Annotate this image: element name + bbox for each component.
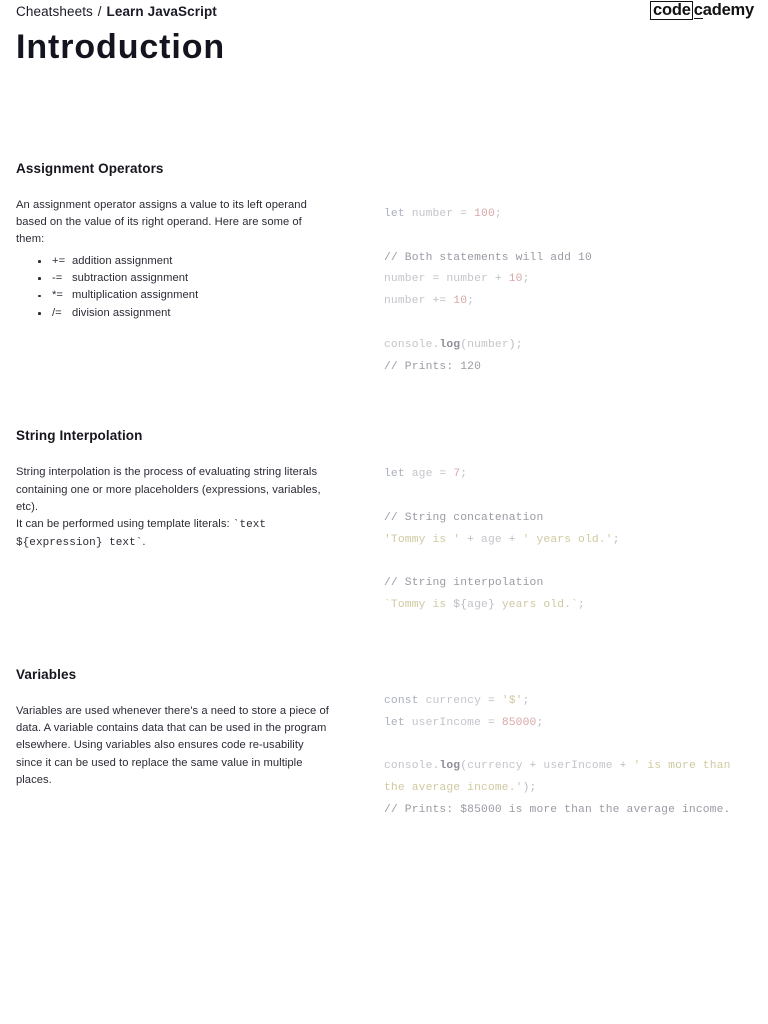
code-line	[384, 534, 620, 546]
logo-boxed-text: code	[650, 1, 693, 20]
section-body	[16, 197, 332, 322]
code-line	[384, 599, 585, 611]
code-token-num: 10	[453, 295, 468, 308]
code-token-op: +	[522, 760, 544, 773]
code-token-punct: }	[487, 599, 495, 612]
section-text-column	[16, 666, 346, 789]
code-token-punct: );	[508, 338, 523, 351]
code-token-str: ' is more than the average income.'	[384, 760, 738, 795]
code-token-punct: ;	[494, 208, 502, 220]
code-token-op: =	[481, 694, 502, 707]
code-token-punct: ;	[522, 273, 530, 286]
code-token-kw: let	[384, 716, 412, 729]
code-token-str: '$'	[501, 694, 523, 707]
section-paragraph: An assignment operator assigns a value to its left operand based on the value of its right operand. Here are some of them:	[16, 199, 307, 246]
operator-symbol: +=	[52, 254, 72, 267]
section-string-interpolation	[16, 427, 752, 617]
code-line	[384, 512, 543, 524]
code-token-fn: log	[439, 760, 461, 773]
code-block	[384, 464, 752, 617]
code-token-punct: ;	[612, 533, 620, 546]
breadcrumb	[16, 3, 752, 21]
code-token-str: `Tommy is	[384, 599, 454, 612]
code-token-num: 100	[474, 208, 495, 220]
section-text-column	[16, 427, 346, 552]
page-header	[0, 0, 768, 74]
code-token-num: 85000	[501, 716, 537, 729]
section-paragraph-template-literals	[16, 516, 332, 552]
code-token-op: +	[612, 760, 634, 773]
code-token-cmt: // String interpolation	[384, 577, 544, 590]
code-token-op: +	[460, 533, 482, 546]
code-line	[384, 273, 530, 285]
code-token-var: userIncome	[411, 716, 482, 729]
template-literals-suffix: .	[142, 536, 146, 549]
list-item	[50, 270, 332, 287]
code-token-punct: );	[522, 782, 537, 795]
breadcrumb-separator: /	[97, 4, 102, 19]
code-block	[384, 691, 752, 822]
code-token-op: +	[501, 533, 523, 546]
code-token-var: age	[411, 468, 433, 481]
template-literal-example: `text ${expression} text`	[16, 518, 267, 550]
code-blank-line	[384, 313, 752, 335]
code-token-str: ' years old.'	[522, 533, 613, 546]
code-token-var: currency	[467, 760, 523, 773]
logo-tail-text: ademy	[702, 1, 754, 19]
code-token-punct: .	[432, 338, 440, 351]
codecademy-logo[interactable]	[650, 1, 754, 20]
section-body	[16, 464, 332, 552]
code-line	[384, 208, 502, 220]
code-token-punct: (	[460, 760, 468, 773]
operator-description: subtraction assignment	[72, 271, 189, 284]
code-token-kw: const	[384, 694, 426, 707]
operator-symbol: /=	[52, 306, 69, 319]
logo-underlined-letter: c	[693, 1, 703, 19]
page-title: Introduction	[16, 28, 226, 66]
code-token-punct: ;	[578, 599, 585, 612]
breadcrumb-item-current[interactable]: Learn JavaScript	[106, 4, 217, 19]
section-paragraph: Variables are used whenever there's a need to store a piece of data. A variable contains data that can be used in the program elsewhere. Using variables also ensures code re-usability since it can be used to replace the same value in multiple places.	[16, 704, 329, 786]
code-token-kw: let	[384, 208, 412, 220]
operator-description: multiplication assignment	[72, 289, 199, 302]
code-token-punct: ;	[522, 694, 530, 707]
assignment-operators-list	[16, 253, 332, 322]
section-body	[16, 703, 332, 789]
section-heading: String Interpolation	[16, 428, 143, 444]
code-token-num: 7	[453, 468, 461, 481]
code-token-var: number	[384, 295, 426, 308]
code-token-op: +	[487, 273, 509, 286]
operator-description: division assignment	[72, 306, 171, 319]
sections-container	[0, 160, 768, 822]
code-token-punct: ${	[453, 599, 468, 612]
list-item	[50, 287, 332, 304]
section-paragraph: String interpolation is the process of evaluating string literals containing one or more placeholders (expressions, variables, etc).	[16, 466, 321, 513]
code-token-kw: let	[384, 468, 412, 481]
section-code-column	[346, 160, 752, 378]
section-assignment-operators	[16, 160, 752, 378]
code-line	[384, 339, 523, 351]
code-line	[384, 468, 467, 480]
code-line	[384, 361, 481, 373]
code-token-var: number	[411, 208, 454, 220]
code-token-var: number	[384, 273, 426, 286]
code-line	[384, 577, 543, 589]
code-token-var: number	[467, 338, 509, 351]
code-token-num: 10	[508, 273, 523, 286]
code-blank-line	[384, 735, 752, 757]
list-item	[50, 253, 332, 270]
code-token-cmt: // String concatenation	[384, 511, 544, 524]
code-line	[384, 295, 474, 307]
section-text-column	[16, 160, 346, 322]
template-literals-prefix: It can be performed using template literals:	[16, 517, 233, 530]
code-token-str: 'Tommy is '	[384, 533, 461, 546]
code-token-punct: ;	[467, 295, 475, 308]
code-line	[384, 760, 737, 794]
code-line	[384, 252, 592, 264]
code-token-var: age	[481, 533, 502, 546]
section-code-column	[346, 666, 752, 822]
code-token-op: =	[432, 468, 454, 481]
code-line	[384, 695, 530, 707]
logo-rest-text	[693, 2, 754, 19]
code-token-var: userIncome	[543, 760, 613, 773]
code-token-cmt: // Prints: 120	[384, 360, 482, 373]
code-line	[384, 804, 730, 816]
code-token-cmt: // Both statements will add 10	[384, 251, 592, 264]
section-heading: Assignment Operators	[16, 161, 164, 176]
code-token-punct: ;	[460, 468, 468, 481]
section-variables	[16, 666, 752, 822]
code-block	[384, 204, 752, 378]
code-blank-line	[384, 486, 752, 508]
code-line	[384, 717, 543, 729]
code-token-var: number	[446, 273, 488, 286]
operator-symbol: -=	[52, 271, 69, 284]
code-token-cmt: // Prints: $85000 is more than the average income.	[384, 803, 731, 816]
section-heading: Variables	[16, 666, 77, 682]
code-token-op: =	[481, 716, 502, 729]
breadcrumb-item-cheatsheets[interactable]: Cheatsheets	[16, 4, 93, 19]
code-token-op: +=	[425, 295, 454, 308]
code-token-var: age	[467, 599, 488, 612]
code-token-var: currency	[425, 694, 482, 707]
code-blank-line	[384, 226, 752, 248]
code-token-punct: (	[460, 338, 468, 351]
operator-description: addition assignment	[72, 254, 173, 267]
operator-symbol: *=	[52, 289, 70, 302]
code-blank-line	[384, 552, 752, 574]
code-token-op: =	[453, 208, 475, 220]
code-token-fn: log	[439, 338, 461, 351]
list-item	[50, 305, 332, 322]
code-token-punct: .	[432, 760, 440, 773]
code-token-str: years old.`	[494, 599, 579, 612]
code-token-var: console	[384, 338, 433, 351]
code-token-punct: ;	[536, 716, 544, 729]
code-token-var: console	[384, 760, 433, 773]
code-token-op: =	[425, 273, 447, 286]
section-code-column	[346, 427, 752, 617]
